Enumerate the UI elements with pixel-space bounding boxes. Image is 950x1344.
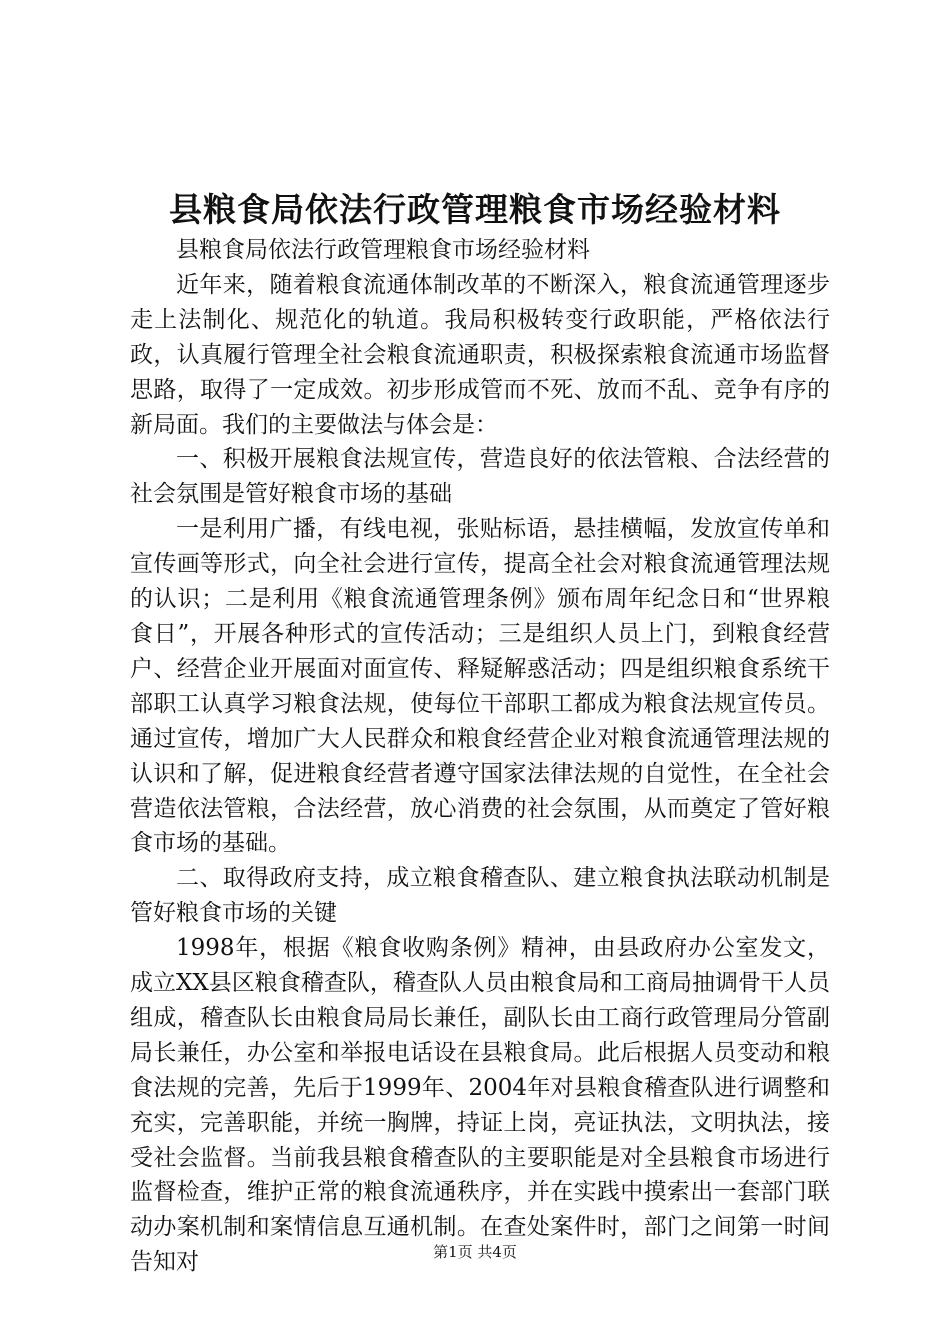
section-heading-2: 二、取得政府支持，成立粮食稽查队、建立粮食执法联动机制是管好粮食市场的关键: [130, 865, 830, 927]
paragraph-intro: 近年来，随着粮食流通体制改革的不断深入，粮食流通管理逐步走上法制化、规范化的轨道。我局积极转变行政职能，严格依法行政，认真履行管理全社会粮食流通职责，积极探索粮食流通市场监督思路，取得了一定成效。初步形成管而不死、放而不乱、竞争有序的新局面。我们的主要做法与体会是：: [130, 271, 830, 438]
document-title: 县粮食局依法行政管理粮食市场经验材料: [169, 190, 781, 229]
page-number-footer: 第1页 共4页: [433, 1243, 517, 1261]
section-heading-1: 一、积极开展粮食法规宣传，营造良好的依法管粮、合法经营的社会氛围是管好粮食市场的基础: [130, 446, 830, 508]
paragraph-subtitle: 县粮食局依法行政管理粮食市场经验材料: [176, 237, 590, 263]
document-body: [130, 233, 830, 1280]
paragraph-section-1: 一是利用广播，有线电视，张贴标语，悬挂横幅，发放宣传单和宣传画等形式，向全社会进行宣传，提高全社会对粮食流通管理法规的认识；二是利用《粮食流通管理条例》颁布周年纪念日和“世界粮食日”，开展各种形式的宣传活动；三是组织人员上门，到粮食经营户、经营企业开展面对面宣传、释疑解惑活动；四是组织粮食系统干部职工认真学习粮食法规，使每位干部职工都成为粮食法规宣传员。通过宣传，增加广大人民群众和粮食经营企业对粮食流通管理法规的认识和了解，促进粮食经营者遵守国家法律法规的自觉性，在全社会营造依法管粮，合法经营，放心消费的社会氛围，从而奠定了管好粮食市场的基础。: [130, 516, 830, 857]
paragraph-section-2: 1998年，根据《粮食收购条例》精神，由县政府办公室发文，成立XX县区粮食稽查队，稽查队人员由粮食局和工商局抽调骨干人员组成，稽查队长由粮食局局长兼任，副队长由工商行政管理局分管副局长兼任，办公室和举报电话设在县粮食局。此后根据人员变动和粮食法规的完善，先后于1999年、2004年对县粮食稽查队进行调整和充实，完善职能，并统一胸牌，持证上岗，亮证执法，文明执法，接受社会监督。当前我县粮食稽查队的主要职能是对全县粮食市场进行监督检查，维护正常的粮食流通秩序，并在实践中摸索出一套部门联动办案机制和案情信息互通机制。在查处案件时，部门之间第一时间告知对: [130, 935, 830, 1276]
